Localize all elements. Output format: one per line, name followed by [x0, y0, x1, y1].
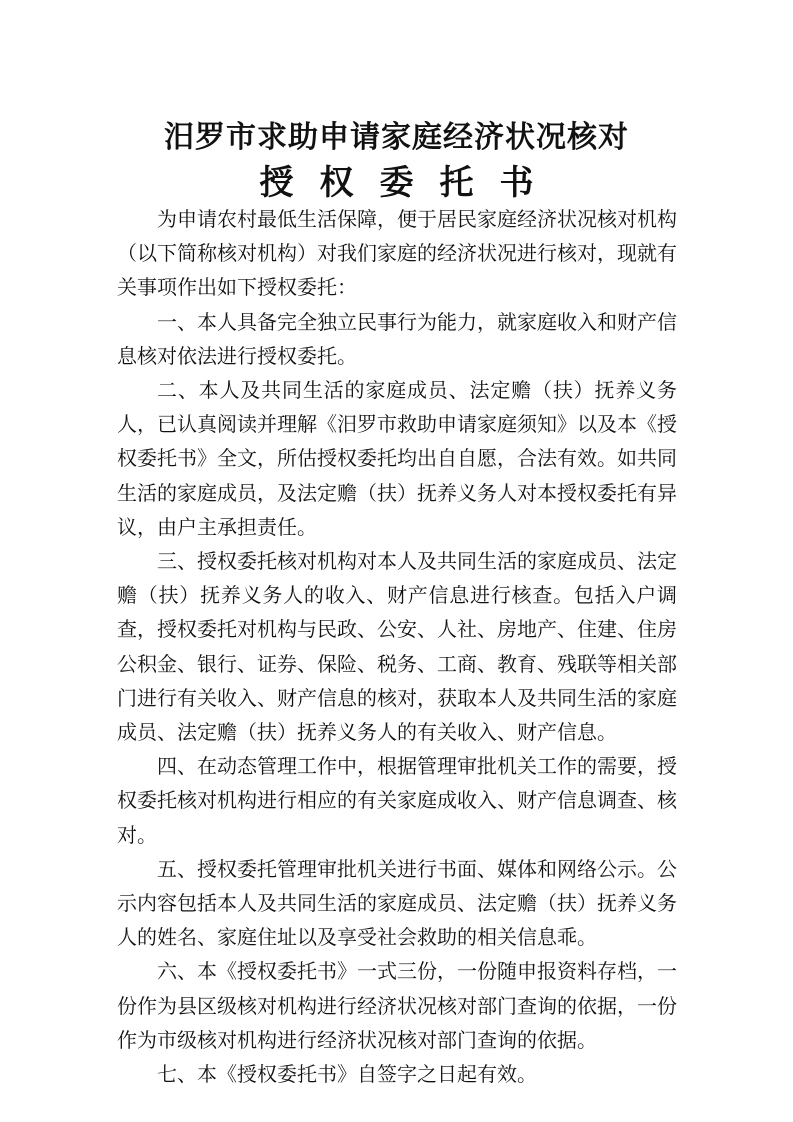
clause-3-paragraph: 三、授权委托核对机构对本人及共同生活的家庭成员、法定赡（扶）抚养义务人的收入、财产信息进行核查。包括入户调查，授权委托对机构与民政、公安、人社、房地产、住建、住房公积金、银行、证券、保险、税务、工商、教育、残联等相关部门进行有关收入、财产信息的核对，获取本人及共同生活的家庭成员、法定赡（扶）抚养义务人的有关收入、财产信息。 [117, 549, 677, 745]
document-body [117, 202, 677, 1091]
clause-5-paragraph: 五、授权委托管理审批机关进行书面、媒体和网络公示。公示内容包括本人及共同生活的家庭成员、法定赡（扶）抚养义务人的姓名、家庭住址以及享受社会救助的相关信息乖。 [117, 856, 677, 950]
document-title-line-2: 授权委托书 [259, 163, 560, 203]
clause-2-paragraph: 二、本人及共同生活的家庭成员、法定赡（扶）抚养义务人，已认真阅读并理解《汨罗市救助申请家庭须知》以及本《授权委托书》全文，所估授权委托均出自自愿，合法有效。如共同生活的家庭成员，及法定赡（扶）抚养义务人对本授权委托有异议，由户主承担责任。 [117, 378, 677, 539]
clause-1-paragraph: 一、本人具备完全独立民事行为能力，就家庭收入和财产信息核对依法进行授权委托。 [117, 309, 677, 368]
intro-paragraph: 为申请农村最低生活保障，便于居民家庭经济状况核对机构（以下简称核对机构）对我们家庭的经济状况进行核对，现就有关事项作出如下授权委托： [117, 207, 677, 300]
document-title-line-1: 汨罗市求助申请家庭经济状况核对 [164, 120, 629, 155]
clause-6-paragraph: 六、本《授权委托书》一式三份，一份随申报资料存档，一份作为县区级核对机构进行经济状况核对部门查询的依据，一份作为市级核对机构进行经济状况核对部门查询的依据。 [117, 959, 677, 1052]
clause-7-paragraph: 七、本《授权委托书》自签字之日起有效。 [157, 1062, 537, 1087]
clause-4-paragraph: 四、在动态管理工作中，根据管理审批机关工作的需要，授权委托核对机构进行相应的有关家庭成收入、财产信息调查、核对。 [117, 754, 677, 847]
